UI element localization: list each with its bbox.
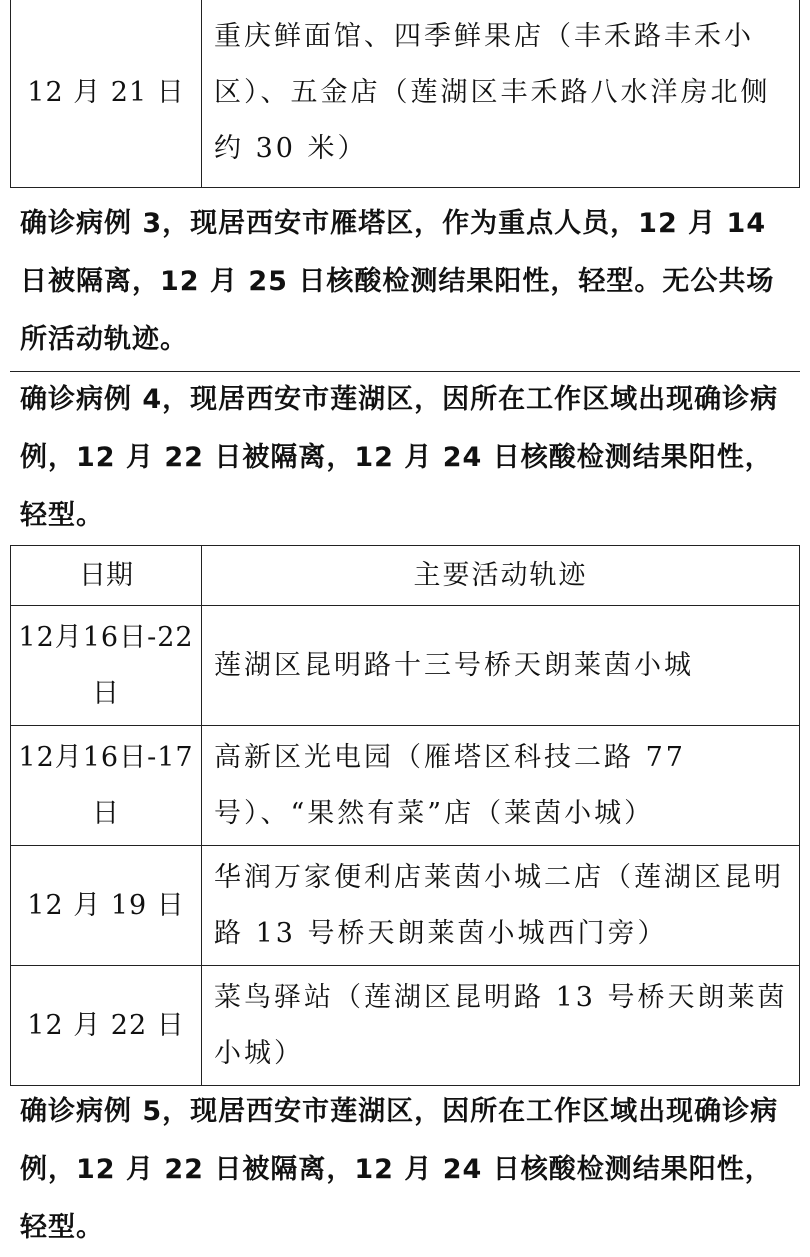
table-row bbox=[11, 606, 800, 726]
case-5-paragraph: 确诊病例 5，现居西安市莲湖区，因所在工作区域出现确诊病例，12 月 22 日被隔离，12 月 24 日核酸检测结果阳性，轻型。 bbox=[20, 1096, 779, 1243]
trail-location-cell: 重庆鲜面馆、四季鲜果店（丰禾路丰禾小区）、五金店（莲湖区丰禾路八水洋房北侧约 30 米） bbox=[202, 0, 800, 188]
trail-date-cell: 12月16日-22日 bbox=[11, 606, 202, 726]
trail-table-top bbox=[10, 0, 800, 188]
column-header-location: 主要活动轨迹 bbox=[202, 546, 800, 606]
case-3-paragraph: 确诊病例 3，现居西安市雁塔区，作为重点人员，12 月 14 日被隔离，12 月 25 日核酸检测结果阳性，轻型。无公共场所活动轨迹。 bbox=[20, 208, 775, 355]
column-header-date: 日期 bbox=[11, 546, 202, 606]
table-row bbox=[11, 726, 800, 846]
trail-location-cell: 华润万家便利店莱茵小城二店（莲湖区昆明路 13 号桥天朗莱茵小城西门旁） bbox=[202, 846, 800, 966]
table-row bbox=[11, 966, 800, 1086]
table-header-row bbox=[11, 546, 800, 606]
trail-location-cell: 菜鸟驿站（莲湖区昆明路 13 号桥天朗莱茵小城） bbox=[202, 966, 800, 1086]
trail-location-cell: 莲湖区昆明路十三号桥天朗莱茵小城 bbox=[202, 606, 800, 726]
trail-date-cell: 12 月 21 日 bbox=[11, 0, 202, 188]
trail-date-cell: 12 月 19 日 bbox=[11, 846, 202, 966]
trail-table-case-4 bbox=[10, 545, 800, 1086]
trail-location-cell: 高新区光电园（雁塔区科技二路 77 号）、“果然有菜”店（莱茵小城） bbox=[202, 726, 800, 846]
case-4-paragraph: 确诊病例 4，现居西安市莲湖区，因所在工作区域出现确诊病例，12 月 22 日被隔离，12 月 24 日核酸检测结果阳性，轻型。 bbox=[20, 384, 779, 531]
trail-date-cell: 12月16日-17日 bbox=[11, 726, 202, 846]
table-row bbox=[11, 0, 800, 188]
table-row bbox=[11, 846, 800, 966]
trail-date-cell: 12 月 22 日 bbox=[11, 966, 202, 1086]
